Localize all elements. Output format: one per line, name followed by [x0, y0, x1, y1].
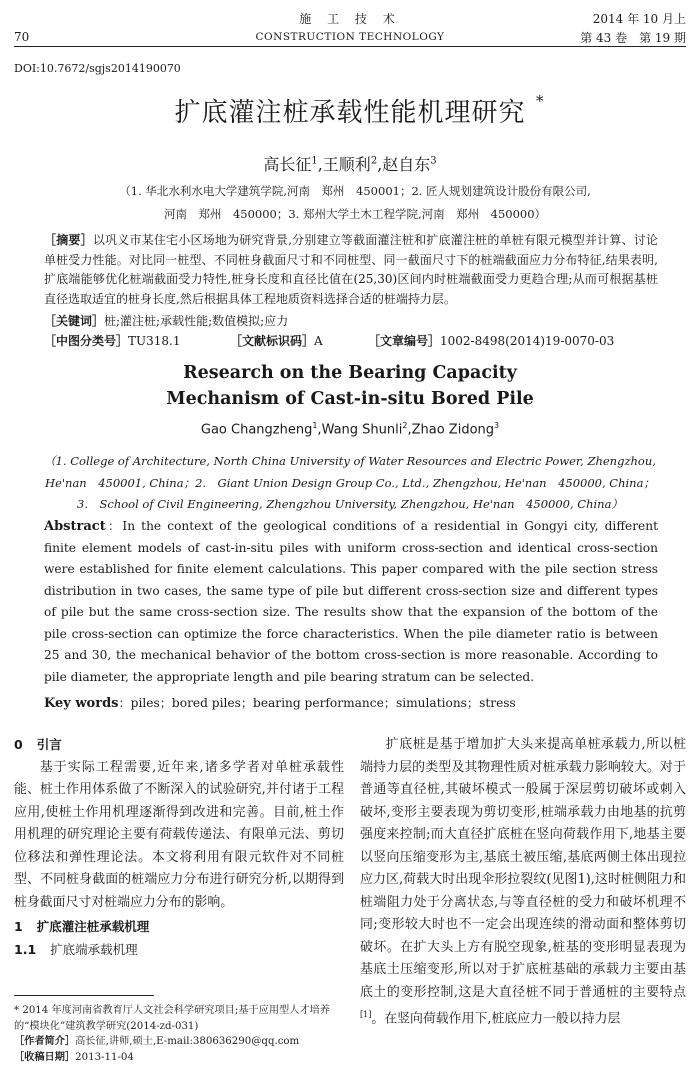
- keywords-cn-text: 桩;灌注桩;承载性能;数值模拟;应力: [104, 314, 289, 328]
- author-sup: 1: [312, 421, 318, 430]
- section-title: 扩底灌注桩承载机理: [36, 919, 150, 934]
- abstract-cn-text: 以巩义市某住宅小区场地为研究背景,分别建立等截面灌注桩和扩底灌注桩的单桩有限元模型并计算、讨论单桩受力性能。对比同一桩型、不同桩身截面尺寸和不同桩型、同一截面尺寸下的桩端截面应力分布特征,结果表明,扩底端能够优化桩端截面受力特性,桩身长度和直径比值在(25,30)区间内时桩端截面受力更趋合理;从而可根据基桩直径选取适宜的桩身长度,然后根据具体工程地质资料选择合适的桩端持力层。: [44, 233, 658, 306]
- clc-code: [44, 332, 181, 349]
- abstract-en-label: Abstract: [44, 519, 106, 534]
- author-sep: ,: [407, 422, 412, 438]
- section-title: 引言: [36, 737, 62, 752]
- author-sep: ,: [317, 422, 322, 438]
- header-rule: [14, 46, 686, 47]
- title-en: Research on the Bearing Capacity Mechanism of Cast-in-situ Bored Pile: [166, 363, 534, 409]
- author-note-label: ［作者简介］: [14, 1035, 76, 1047]
- received-note-label: ［收稿日期］: [14, 1050, 76, 1063]
- affiliations-cn: [60, 180, 650, 226]
- issue-date: 2014 年 10 月上: [592, 12, 686, 26]
- author-sep: ,: [317, 155, 323, 174]
- author-sep: ,: [377, 155, 383, 174]
- authors-en: [0, 421, 700, 437]
- affiliation-line: 河南 郑州 450000；3. 郑州大学土木工程学院,河南 郑州 450000）: [163, 207, 547, 221]
- issue-info: [580, 10, 686, 48]
- received-note-text: 2013-11-04: [75, 1051, 134, 1063]
- author-sup: 2: [370, 155, 378, 167]
- received-note: [14, 1050, 344, 1066]
- body-right-column: [360, 734, 686, 1031]
- section-number: 1: [14, 919, 23, 934]
- doc-label: ［文献标识码］: [230, 334, 315, 348]
- affiliation-line: 3. School of Civil Engineering, Zhengzhou University, Zhengzhou, He'nan 450000, China）: [77, 497, 623, 512]
- clc-value: TU318.1: [128, 334, 181, 348]
- page-number: 70: [14, 30, 30, 44]
- author-sup: 3: [494, 421, 500, 430]
- keywords-en: [44, 694, 658, 711]
- title-cn: 扩底灌注桩承载性能机理研究: [174, 98, 526, 128]
- affiliation-line: （1. College of Architecture, North China University of Water Resources and Electric Power, Zhengzhou,: [44, 454, 656, 468]
- page-header: [0, 0, 700, 46]
- affiliations-en: [30, 451, 670, 516]
- keywords-cn: [44, 312, 658, 329]
- journal-name-en: CONSTRUCTION TECHNOLOGY: [255, 31, 445, 43]
- citation-ref[interactable]: [1]: [360, 1010, 372, 1019]
- fund-note: * 2014 年度河南省教育厅人文社会科学研究项目;基于应用型人才培养的“模块化”建筑教学研究(2014-zd-031): [14, 1005, 330, 1032]
- authors-cn: [0, 152, 700, 175]
- section-number: 0: [14, 737, 23, 752]
- title-footnote-mark: *: [536, 92, 544, 110]
- keywords-cn-label: ［关键词］: [44, 314, 105, 328]
- author-note-text: 高长征,讲师,硕士,E-mail:380636290@qq.com: [75, 1036, 300, 1047]
- author-note: [14, 1034, 344, 1050]
- footnote-rule: [14, 995, 154, 996]
- paragraph-text: 。在竖向荷载作用下,桩底应力一般以持力层: [371, 1011, 621, 1027]
- article-number: [368, 332, 614, 349]
- abstract-cn: [44, 231, 658, 309]
- footnotes: [14, 1003, 344, 1065]
- section-title: 扩底端承载机理: [50, 941, 138, 957]
- clc-label: ［中图分类号］: [44, 334, 129, 348]
- keywords-en-label: Key words: [44, 696, 119, 711]
- keywords-en-text: ：piles；bored piles；bearing performance；simulations；stress: [118, 696, 516, 710]
- volume-issue: 第 43 卷 第 19 期: [580, 31, 686, 45]
- author-cn: 高长征: [263, 155, 312, 174]
- doc-code: [230, 332, 323, 349]
- section-heading: [14, 734, 344, 757]
- affiliation-line: He'nan 450001, China；2. Giant Union Design Group Co., Ltd., Zhengzhou, He'nan 450000, China；: [45, 475, 655, 490]
- journal-name-cn: 施 工 技 术: [299, 12, 401, 26]
- paragraph-text: 扩底桩是基于增加扩大头来提高单桩承载力,所以桩端持力层的类型及其物理性质对桩承载力影响较大。对于普通等直径桩,其破坏模式一般属于深层剪切破坏或刺入破坏,变形主要表现为剪切变形,桩端承载力由地基的抗剪强度来控制;而大直径扩底桩在竖向荷载作用下,地基主要以竖向压缩变形为主,基底土被压缩,基底两侧土体出现拉应力区,荷载大时出现伞形拉裂纹(见图1),这时桩侧阻力和桩端阻力处于分离状态,与等直径桩的受力和破坏机理不同;变形较大时也不一定会出现连续的滑动面和整体剪切破坏。在扩大头上方有脱空现象,桩基的变形明显表现为基底土压缩变形,所以对于扩底桩基础的承载力主要由基底土的变形控制,这是大直径桩不同于普通桩的主要特点: [360, 737, 686, 1000]
- author-en: Wang Shunli: [321, 422, 403, 438]
- art-value: 1002-8498(2014)19-0070-03: [440, 334, 615, 348]
- affiliation-line: （1. 华北水利水电大学建筑学院,河南 郑州 450001；2. 匠人规划建筑设计股份有限公司,: [119, 184, 591, 198]
- author-cn: 赵自东: [382, 155, 431, 174]
- abstract-en-text: ：In the context of the geological conditions of a residential in Gongyi city, different finite element models of cast-in-situ piles with uniform cross-section and identical cross-section were established for finite element calculations. This paper compared with the pile section stress distribution in two cases, the same type of pile but different cross-section size and different types of pile but the same cross-section size. The results show that the expansion of the bottom of the pile cross-section can optimize the force characteristics. When the pile diameter ratio is between 25 and 30, the mechanical behavior of the bottom cross-section is more reasonable. According to pile diameter, the appropriate length and pile bearing stratum can be selected.: [44, 519, 658, 684]
- art-label: ［文章编号］: [368, 334, 441, 348]
- doc-value: A: [314, 334, 323, 348]
- abstract-en: [44, 516, 658, 688]
- author-sup: 1: [311, 155, 318, 167]
- author-en: Gao Changzheng: [200, 422, 313, 438]
- subsection-heading: [14, 939, 344, 962]
- author-en: Zhao Zidong: [411, 422, 495, 438]
- body-left-column: [14, 734, 344, 961]
- paragraph: [360, 734, 686, 1031]
- abstract-cn-label: ［摘要］: [44, 233, 93, 247]
- paragraph: 基于实际工程需要,近年来,诸多学者对单桩承载性能、桩土作用体系做了不断深入的试验研究,并付诸于工程应用,使桩土作用机理逐渐得到改进和完善。目前,桩土作用机理的研究理论主要有荷载传递法、有限单元法、剪切位移法和弹性理论法。本文将利用有限元软件对不同桩型、不同桩身截面的桩端应力分布进行研究分析,以期得到桩身截面尺寸对桩端应力分布的影响。: [14, 759, 344, 910]
- section-heading: [14, 916, 344, 939]
- doi: DOI:10.7672/sgjs2014190070: [14, 62, 181, 75]
- author-cn: 王顺利: [322, 155, 371, 174]
- author-sup: 3: [430, 155, 437, 167]
- author-sup: 2: [402, 421, 408, 430]
- section-number: 1.1: [14, 941, 37, 957]
